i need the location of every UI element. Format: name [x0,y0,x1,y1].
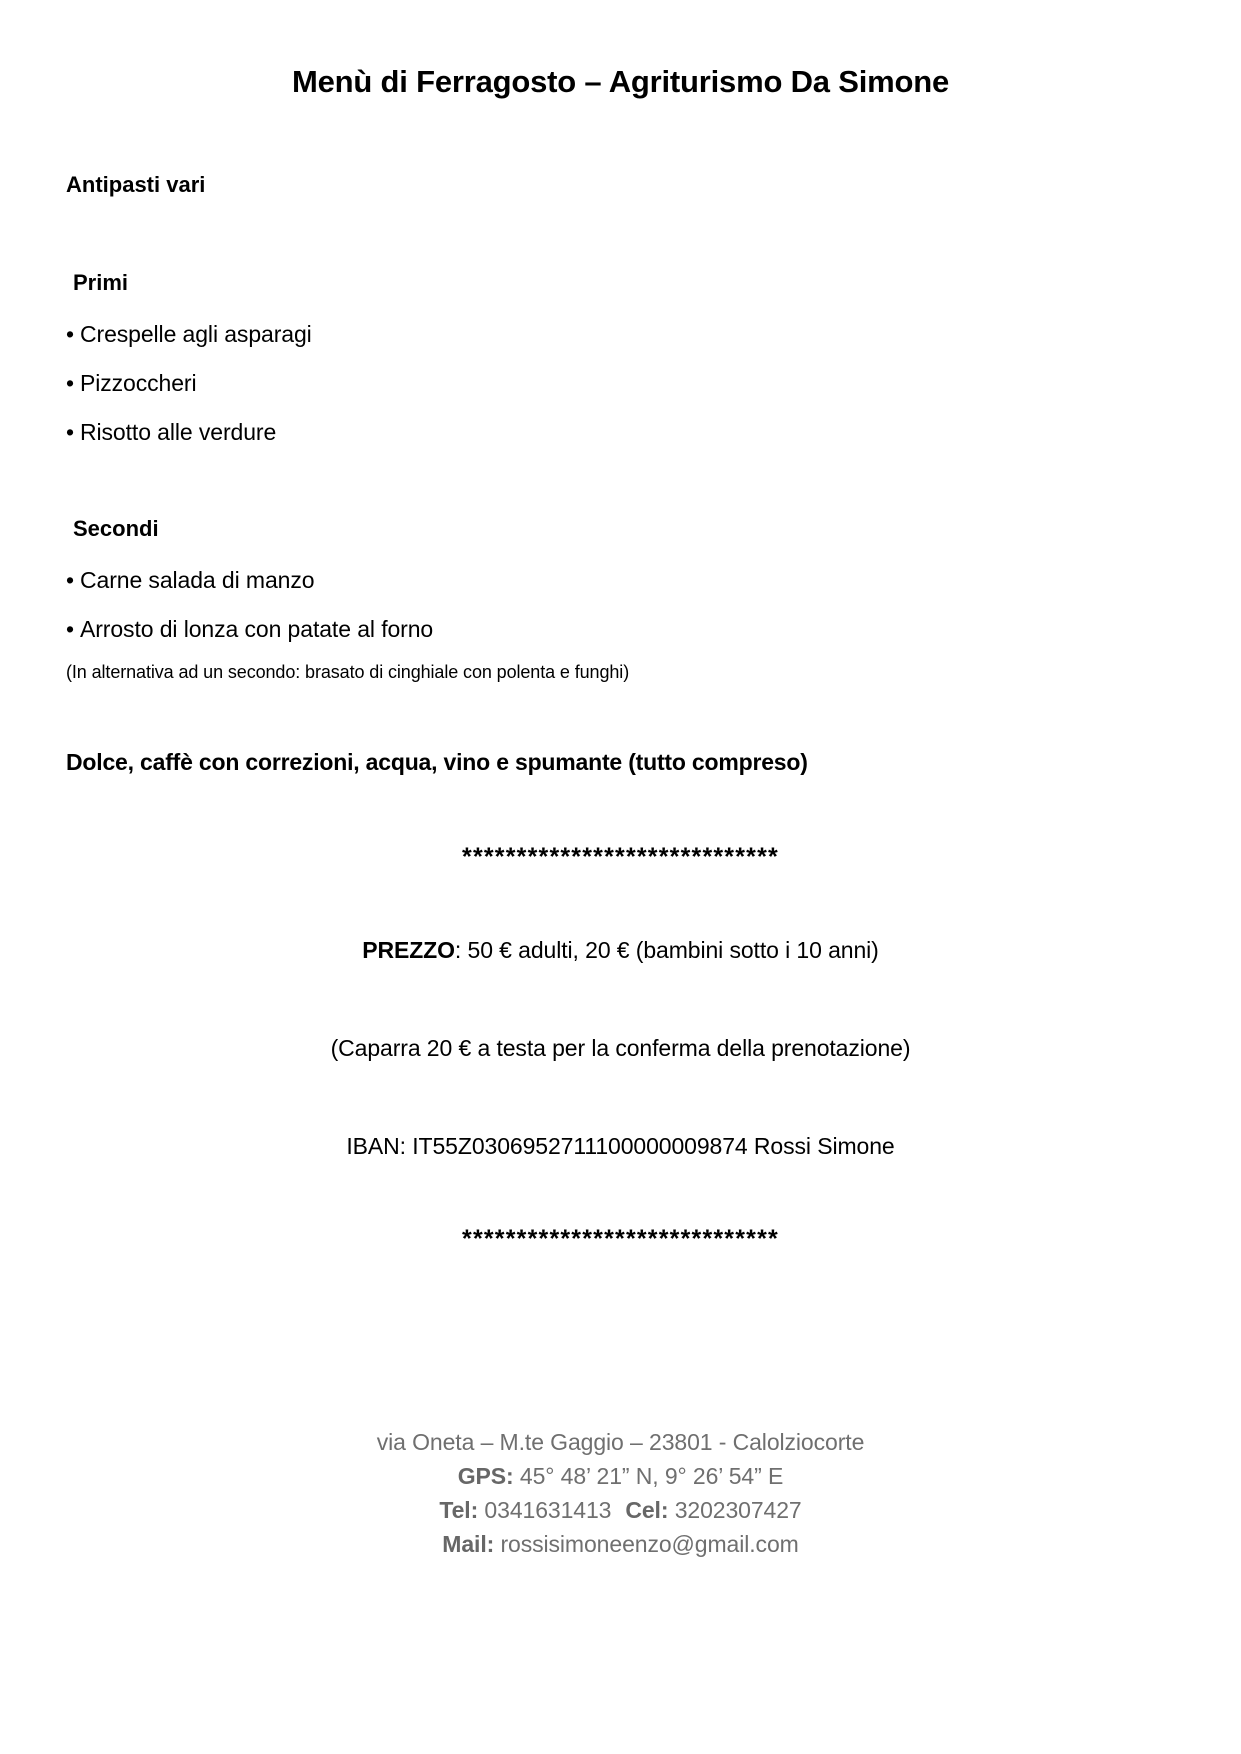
list-item [66,321,312,348]
bullet-icon: • [66,321,74,347]
price-line [0,937,1241,964]
section-heading-antipasti: Antipasti vari [66,172,206,197]
list-item-label: Risotto alle verdure [80,419,277,445]
list-item-label: Crespelle agli asparagi [80,321,312,347]
footer-phones [0,1493,1241,1527]
bullet-icon: • [66,419,74,445]
footer-mail-label: Mail: [442,1531,495,1557]
footer-tel-label: Tel: [439,1497,479,1523]
footer-contact-block [0,1425,1241,1561]
bullet-icon: • [66,370,74,396]
footer-cel-label: Cel: [625,1497,669,1523]
footer-gps-label: GPS: [457,1463,514,1489]
section-heading-primi: Primi [73,270,129,295]
dolce-line: Dolce, caffè con correzioni, acqua, vino e spumante (tutto compreso) [66,749,808,775]
footer-address: via Oneta – M.te Gaggio – 23801 - Calolziocorte [376,1429,865,1455]
footer-tel-value: 0341631413 [478,1497,612,1523]
footer-gps [0,1459,1241,1493]
price-label: PREZZO [362,937,455,963]
secondi-alternative-note: (In alternativa ad un secondo: brasato di cinghiale con polenta e funghi) [66,662,630,682]
footer-mail [0,1527,1241,1561]
price-value: : 50 € adulti, 20 € (bambini sotto i 10 anni) [454,937,879,963]
bullet-icon: • [66,616,74,642]
star-separator-top: ***************************** [462,843,779,871]
list-item [66,567,314,594]
iban-line: IBAN: IT55Z0306952711100000009874 Rossi Simone [346,1133,895,1159]
list-item-label: Carne salada di manzo [80,567,315,593]
section-heading-secondi: Secondi [73,516,159,541]
footer-cel-value: 3202307427 [668,1497,802,1523]
list-item-label: Arrosto di lonza con patate al forno [80,616,434,642]
footer-mail-value: rossisimoneenzo@gmail.com [494,1531,799,1557]
page-title: Menù di Ferragosto – Agriturismo Da Simone [291,64,950,99]
list-item [66,370,197,397]
list-item [66,419,276,446]
list-item-label: Pizzoccheri [80,370,197,396]
deposit-line: (Caparra 20 € a testa per la conferma della prenotazione) [330,1035,911,1061]
footer-gps-value: 45° 48’ 21” N, 9° 26’ 54” E [513,1463,784,1489]
star-separator-bottom: ***************************** [462,1225,779,1253]
list-item [66,616,433,643]
bullet-icon: • [66,567,74,593]
